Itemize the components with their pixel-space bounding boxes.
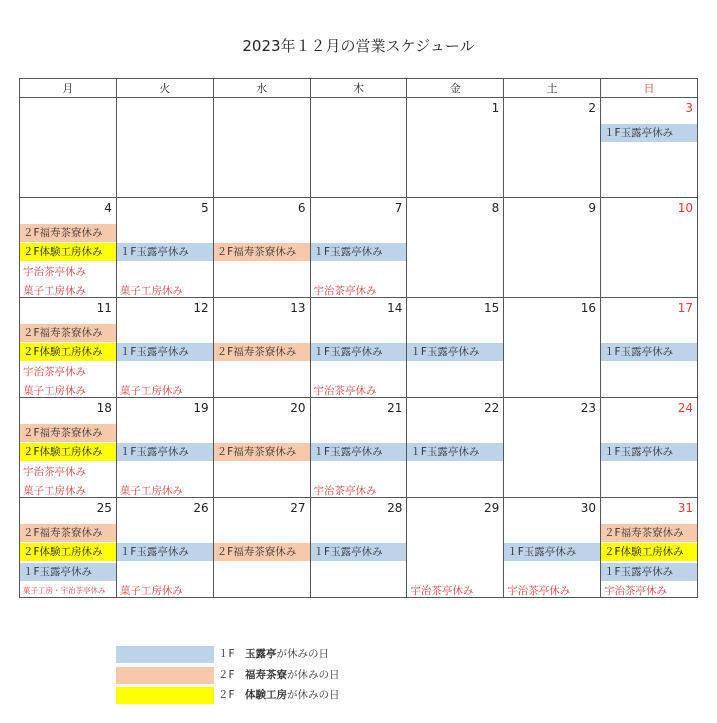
closure-event: ２F体験工房休み xyxy=(20,243,116,261)
weekday-wed: 水 xyxy=(213,79,310,98)
day-number: 22 xyxy=(483,401,500,415)
day-number: 7 xyxy=(394,201,403,215)
day-cell[interactable] xyxy=(116,398,213,498)
legend-venue-name: 玉露亭 xyxy=(245,648,277,660)
day-cell[interactable] xyxy=(504,98,601,198)
closure-event: ２F福寿茶寮休み xyxy=(20,224,116,242)
closure-event: 宇治茶亭休み xyxy=(313,385,377,397)
page-title: 2023年１２月の営業スケジュール xyxy=(242,37,475,55)
closure-event: １F玉露亭休み xyxy=(601,343,697,361)
week-row xyxy=(20,498,698,598)
day-cell[interactable] xyxy=(310,98,407,198)
legend-floor: ２F xyxy=(218,669,235,681)
closure-event: ２F福寿茶寮休み xyxy=(214,543,310,561)
closure-event: 宇治茶亭休み xyxy=(507,585,571,597)
closure-event: １F玉露亭休み xyxy=(117,543,213,561)
legend-floor: １F xyxy=(218,648,235,660)
day-cell[interactable] xyxy=(20,198,117,298)
day-number: 8 xyxy=(491,201,500,215)
day-cell[interactable] xyxy=(601,498,698,598)
legend-item xyxy=(116,687,416,704)
legend-item xyxy=(116,667,416,684)
weekday-sun: 日 xyxy=(601,79,698,98)
day-number: 17 xyxy=(677,301,693,315)
closure-event: １F玉露亭休み xyxy=(117,243,213,261)
closure-event: 宇治茶亭休み xyxy=(23,466,86,478)
closure-event: １F玉露亭休み xyxy=(311,543,407,561)
closure-event: ２F福寿茶寮休み xyxy=(214,243,310,261)
day-cell[interactable] xyxy=(601,198,698,298)
closure-event: ２F福寿茶寮休み xyxy=(214,343,310,361)
day-number: 14 xyxy=(387,301,403,315)
closure-event: １F玉露亭休み xyxy=(311,243,407,261)
day-cell[interactable] xyxy=(213,298,310,398)
day-number: 15 xyxy=(483,301,500,315)
day-number: 28 xyxy=(387,501,403,515)
calendar-body xyxy=(20,98,698,598)
day-number: 12 xyxy=(193,301,209,315)
day-cell[interactable] xyxy=(310,498,407,598)
day-number: 30 xyxy=(580,501,597,515)
legend-floor: ２F xyxy=(218,689,235,701)
closure-event: 宇治茶亭休み xyxy=(313,485,377,497)
legend-swatch xyxy=(116,687,214,704)
day-number: 29 xyxy=(483,501,500,515)
legend-suffix: が休みの日 xyxy=(276,648,330,660)
closure-event: 菓子工房休み xyxy=(23,385,86,397)
day-cell[interactable] xyxy=(504,298,601,398)
week-row xyxy=(20,198,698,298)
day-cell[interactable] xyxy=(310,398,407,498)
legend-label xyxy=(218,667,340,684)
legend-label xyxy=(218,687,340,704)
legend-label xyxy=(218,646,329,663)
closure-event: 菓子工房休み xyxy=(119,285,183,297)
day-cell[interactable] xyxy=(504,198,601,298)
day-number: 11 xyxy=(96,301,112,315)
day-number: 18 xyxy=(96,401,112,415)
day-number: 16 xyxy=(580,301,597,315)
closure-event: ２F福寿茶寮休み xyxy=(214,443,310,461)
day-number: 10 xyxy=(677,201,693,215)
closure-event: 菓子工房休み xyxy=(119,585,183,597)
closure-event: １F玉露亭休み xyxy=(407,443,503,461)
closure-event: ２F体験工房休み xyxy=(20,443,116,461)
legend-suffix: が休みの日 xyxy=(287,669,340,681)
weekday-thu: 木 xyxy=(310,79,407,98)
day-number: 13 xyxy=(290,301,306,315)
legend-swatch xyxy=(116,646,214,663)
day-cell[interactable] xyxy=(116,298,213,398)
day-cell[interactable] xyxy=(213,198,310,298)
weekday-tue: 火 xyxy=(116,79,213,98)
day-number: 2 xyxy=(588,101,597,115)
day-number: 5 xyxy=(201,201,209,215)
day-cell[interactable] xyxy=(504,398,601,498)
day-cell[interactable] xyxy=(407,198,504,298)
closure-event: 宇治茶亭休み xyxy=(313,285,377,297)
day-number: 24 xyxy=(677,401,693,415)
week-row xyxy=(20,298,698,398)
day-cell[interactable] xyxy=(407,298,504,398)
closure-event: 宇治茶亭休み xyxy=(23,266,86,278)
closure-event: １F玉露亭休み xyxy=(601,443,697,461)
closure-event: 菓子工房・宇治茶亭休み xyxy=(23,586,106,595)
day-cell[interactable] xyxy=(601,298,698,398)
closure-event: 菓子工房休み xyxy=(119,485,183,497)
closure-event: １F玉露亭休み xyxy=(601,563,697,581)
day-cell[interactable] xyxy=(310,298,407,398)
closure-event: １F玉露亭休み xyxy=(20,563,116,581)
closure-event: １F玉露亭休み xyxy=(311,443,407,461)
legend-suffix: が休みの日 xyxy=(287,689,340,701)
day-cell[interactable] xyxy=(20,298,117,398)
weekday-mon: 月 xyxy=(20,79,117,98)
closure-event: １F玉露亭休み xyxy=(117,443,213,461)
day-number: 21 xyxy=(387,401,403,415)
weekday-fri: 金 xyxy=(407,79,504,98)
day-cell[interactable] xyxy=(20,98,117,198)
day-cell[interactable] xyxy=(116,98,213,198)
legend-venue-name: 福寿茶寮 xyxy=(245,669,288,681)
day-number: 27 xyxy=(290,501,306,515)
day-cell[interactable] xyxy=(116,498,213,598)
day-number: 19 xyxy=(193,401,209,415)
closure-event: ２F福寿茶寮休み xyxy=(20,424,116,442)
calendar-table xyxy=(19,78,698,598)
day-cell[interactable] xyxy=(407,398,504,498)
day-number: 4 xyxy=(104,201,112,215)
closure-event: １F玉露亭休み xyxy=(504,543,600,561)
day-cell[interactable] xyxy=(310,198,407,298)
day-cell[interactable] xyxy=(20,398,117,498)
closure-event: １F玉露亭休み xyxy=(311,343,407,361)
closure-event: １F玉露亭休み xyxy=(407,343,503,361)
closure-event: 菓子工房休み xyxy=(23,285,86,297)
week-row xyxy=(20,398,698,498)
day-cell[interactable] xyxy=(601,398,698,498)
closure-event: 宇治茶亭休み xyxy=(410,585,474,597)
day-cell[interactable] xyxy=(601,98,698,198)
closure-event: ２F福寿茶寮休み xyxy=(601,524,697,542)
weekday-sat: 土 xyxy=(504,79,601,98)
closure-event: ２F体験工房休み xyxy=(601,543,697,561)
legend-item xyxy=(116,646,416,663)
day-cell[interactable] xyxy=(213,98,310,198)
day-number: 6 xyxy=(297,201,306,215)
day-number: 31 xyxy=(677,501,693,515)
closure-event: 菓子工房休み xyxy=(119,385,183,397)
day-number: 20 xyxy=(290,401,306,415)
closure-event: 宇治茶亭休み xyxy=(23,366,86,378)
legend-venue-name: 体験工房 xyxy=(245,689,288,701)
closure-event: ２F体験工房休み xyxy=(20,343,116,361)
day-cell[interactable] xyxy=(213,498,310,598)
week-row xyxy=(20,98,698,198)
closure-event: ２F体験工房休み xyxy=(20,543,116,561)
weekday-header-row xyxy=(20,79,698,98)
day-number: 23 xyxy=(580,401,597,415)
closure-event: ２F福寿茶寮休み xyxy=(20,324,116,342)
closure-event: 菓子工房休み xyxy=(23,485,86,497)
day-cell[interactable] xyxy=(407,98,504,198)
day-cell[interactable] xyxy=(20,498,117,598)
day-cell[interactable] xyxy=(504,498,601,598)
closure-event: １F玉露亭休み xyxy=(117,343,213,361)
day-number: 25 xyxy=(96,501,112,515)
closure-event: 宇治茶亭休み xyxy=(604,585,668,597)
legend-swatch xyxy=(116,667,214,684)
closure-event: １F玉露亭休み xyxy=(601,124,697,142)
day-number: 3 xyxy=(685,101,693,115)
closure-event: ２F福寿茶寮休み xyxy=(20,524,116,542)
day-cell[interactable] xyxy=(213,398,310,498)
day-cell[interactable] xyxy=(116,198,213,298)
day-number: 26 xyxy=(193,501,209,515)
day-number: 9 xyxy=(588,201,597,215)
day-number: 1 xyxy=(491,101,500,115)
day-cell[interactable] xyxy=(407,498,504,598)
